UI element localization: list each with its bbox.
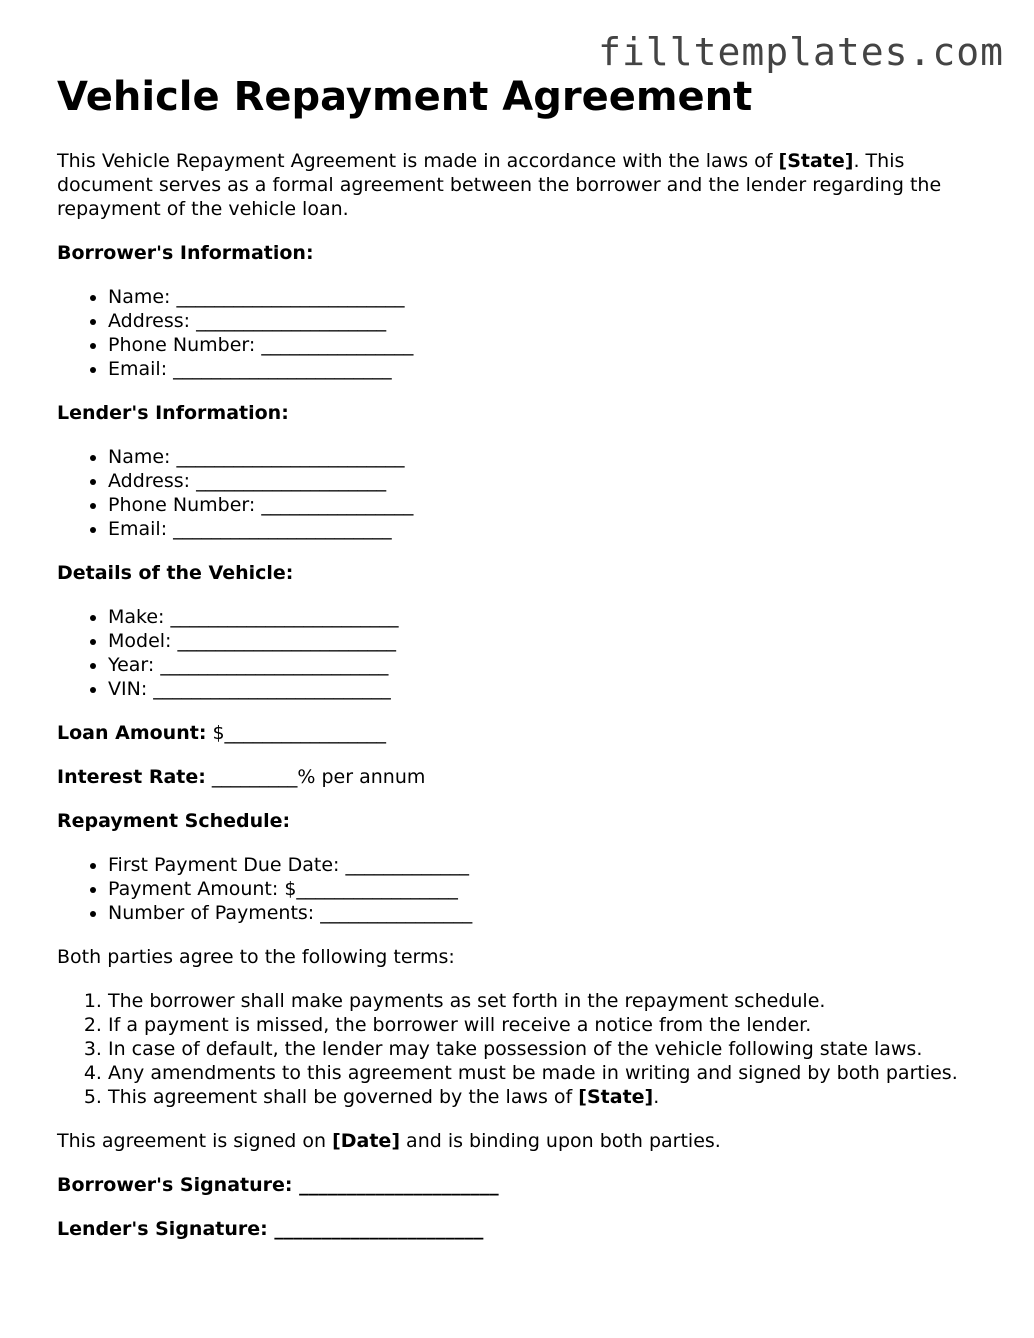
term-item: 3. In case of default, the lender may take possession of the vehicle following state laws. — [108, 1037, 987, 1061]
borrower-name-field: • Name: ________________________ — [108, 285, 987, 309]
interest-rate-blank: _________% per annum — [205, 766, 426, 788]
terms-list — [57, 989, 987, 1109]
repayment-schedule-list — [57, 853, 987, 925]
borrower-info-list — [57, 285, 987, 381]
document-page — [57, 72, 987, 1261]
lender-name-field: • Name: ________________________ — [108, 445, 987, 469]
lender-signature-line: Lender's Signature: ______________________ — [57, 1218, 484, 1240]
payment-amount-field: • Payment Amount: $_________________ — [108, 877, 987, 901]
document-title: Vehicle Repayment Agreement — [57, 74, 753, 120]
vehicle-year-field: • Year: ________________________ — [108, 653, 987, 677]
borrower-address-field: • Address: ____________________ — [108, 309, 987, 333]
loan-amount-blank: $_________________ — [206, 722, 387, 744]
signed-date-line — [57, 1129, 987, 1153]
signed-text-start: This agreement is signed on — [57, 1130, 333, 1152]
interest-rate-label: Interest Rate: — [57, 766, 206, 788]
lender-email-field: • Email: _______________________ — [108, 517, 987, 541]
term5-text-end: . — [653, 1086, 660, 1108]
term-item: 1. The borrower shall make payments as set forth in the repayment schedule. — [108, 989, 987, 1013]
loan-amount-line — [57, 721, 987, 745]
vehicle-vin-field: • VIN: _________________________ — [108, 677, 987, 701]
interest-rate-line — [57, 765, 987, 789]
repayment-schedule-heading: Repayment Schedule: — [57, 810, 291, 832]
borrower-phone-field: • Phone Number: ________________ — [108, 333, 987, 357]
intro-text-end: . This document serves as a formal agreement between the borrower and the lender regarding the repayment of the vehicle loan. — [57, 150, 942, 220]
term5-text-start: This agreement shall be governed by the laws of — [108, 1086, 579, 1108]
vehicle-model-field: • Model: _______________________ — [108, 629, 987, 653]
term5-state-placeholder: [State] — [578, 1086, 654, 1108]
vehicle-make-field: • Make: ________________________ — [108, 605, 987, 629]
lender-address-field: • Address: ____________________ — [108, 469, 987, 493]
signed-text-end: and is binding upon both parties. — [400, 1130, 721, 1152]
intro-text-start: This Vehicle Repayment Agreement is made in accordance with the laws of — [57, 150, 779, 172]
vehicle-details-heading: Details of the Vehicle: — [57, 562, 294, 584]
borrower-signature-line: Borrower's Signature: _____________________ — [57, 1174, 499, 1196]
watermark: filltemplates.com — [598, 30, 1004, 74]
borrower-info-heading: Borrower's Information: — [57, 242, 314, 264]
lender-phone-field: • Phone Number: ________________ — [108, 493, 987, 517]
first-payment-date-field: • First Payment Due Date: _____________ — [108, 853, 987, 877]
terms-intro: Both parties agree to the following terms: — [57, 946, 455, 968]
lender-info-list — [57, 445, 987, 541]
term-item: 2. If a payment is missed, the borrower will receive a notice from the lender. — [108, 1013, 987, 1037]
term-item-governing-law — [108, 1085, 987, 1109]
loan-amount-label: Loan Amount: — [57, 722, 207, 744]
number-of-payments-field: • Number of Payments: ________________ — [108, 901, 987, 925]
lender-info-heading: Lender's Information: — [57, 402, 289, 424]
vehicle-details-list — [57, 605, 987, 701]
term-item: 4. Any amendments to this agreement must be made in writing and signed by both parties. — [108, 1061, 987, 1085]
signed-date-placeholder: [Date] — [332, 1130, 401, 1152]
intro-state-placeholder: [State] — [778, 150, 854, 172]
intro-paragraph — [57, 149, 987, 221]
borrower-email-field: • Email: _______________________ — [108, 357, 987, 381]
